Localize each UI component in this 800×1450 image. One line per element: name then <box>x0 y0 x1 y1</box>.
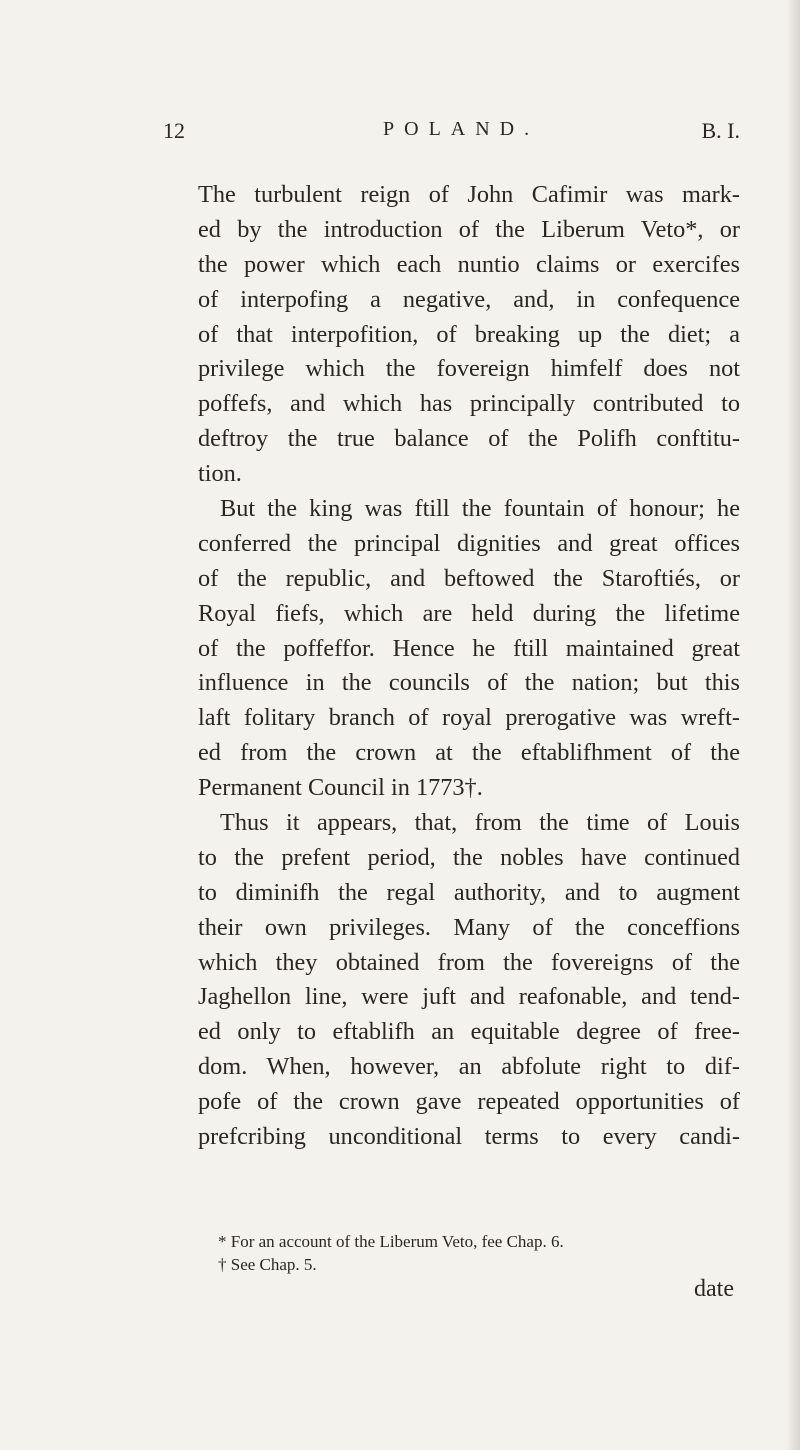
text-line: ed by the introduction of the Liberum Veto*, or <box>198 215 740 243</box>
text-line: of the republic, and beftowed the Staroftiés, or <box>198 564 740 592</box>
text-line: ed only to eftablifh an equitable degree of free- <box>198 1018 740 1046</box>
running-title: POLAND. <box>383 118 540 140</box>
body-text <box>198 178 740 1155</box>
text-line: Jaghellon line, were juft and reafonable, and tend- <box>198 983 740 1011</box>
text-line: prefcribing unconditional terms to every candi- <box>198 1123 740 1151</box>
book-label: B. I. <box>701 118 740 143</box>
text-line: The turbulent reign of John Cafimir was mark- <box>198 181 740 208</box>
text-line: poffefs, and which has principally contributed to <box>198 390 740 418</box>
page-edge-shadow <box>786 0 800 1450</box>
text-line: But the king was ftill the fountain of honour; he <box>220 495 740 523</box>
text-line: of that interpofition, of breaking up the diet; a <box>198 320 740 348</box>
text-line: dom. When, however, an abfolute right to dif- <box>198 1053 740 1081</box>
page-number: 12 <box>163 118 185 143</box>
text-line: Royal fiefs, which are held during the lifetime <box>198 599 740 627</box>
text-line: to diminifh the regal authority, and to augment <box>198 878 740 906</box>
text-line: of the poffeffor. Hence he ftill maintained great <box>198 634 740 662</box>
text-line: privilege which the fovereign himfelf does not <box>198 355 740 383</box>
footnote-2: † See Chap. 5. <box>218 1255 317 1274</box>
text-line: of interpofing a negative, and, in confequence <box>198 285 740 313</box>
text-line: pofe of the crown gave repeated opportunities of <box>198 1088 740 1116</box>
text-line: conferred the principal dignities and great offices <box>198 529 740 557</box>
text-line: the power which each nuntio claims or exercifes <box>198 250 740 278</box>
text-line: influence in the councils of the nation; but this <box>198 669 740 697</box>
text-line: which they obtained from the fovereigns of the <box>198 948 740 976</box>
footnote-1: * For an account of the Liberum Veto, fee Chap. 6. <box>218 1232 564 1251</box>
text-line: Permanent Council in 1773†. <box>198 774 483 802</box>
text-line: deftroy the true balance of the Polifh conftitu- <box>198 425 740 453</box>
text-line: Thus it appears, that, from the time of Louis <box>220 809 740 837</box>
text-line: laft folitary branch of royal prerogative was wreft- <box>198 704 740 732</box>
text-line: to the prefent period, the nobles have continued <box>198 843 740 871</box>
text-line: ed from the crown at the eftablifhment of the <box>198 739 740 767</box>
text-line: tion. <box>198 460 242 488</box>
text-line: their own privileges. Many of the conceffions <box>198 913 740 941</box>
running-head <box>163 118 740 148</box>
catchword: date <box>694 1276 734 1302</box>
footnotes <box>218 1230 738 1276</box>
